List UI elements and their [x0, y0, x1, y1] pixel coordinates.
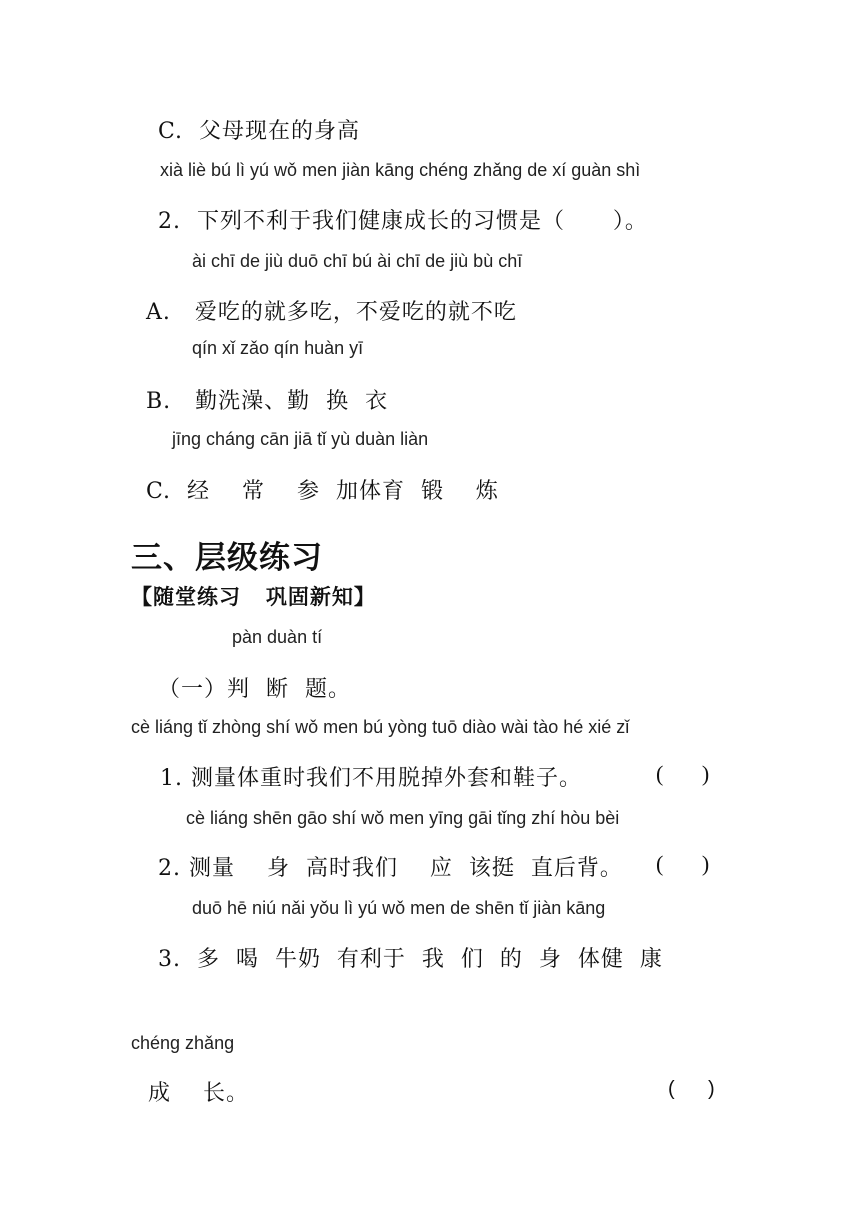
option-b: B. 勤洗澡、勤 换 衣: [146, 389, 389, 414]
pinyin-option-b: qín xǐ zǎo qín huàn yī: [192, 338, 364, 358]
judge-title: （一）判 断 题。: [158, 677, 351, 702]
answer-blank-3: ( ): [668, 1078, 715, 1100]
pinyin-question-2: xià liè bú lì yú wǒ men jiàn kāng chéng zhǎng de xí guàn shì: [160, 160, 641, 180]
judge-item-3-continued: 成 长。: [148, 1081, 249, 1106]
question-2: 2. 下列不利于我们健康成长的习惯是（ ）。: [158, 209, 648, 234]
answer-blank-1: ( ): [656, 761, 710, 786]
section-title: 三、层级练习: [131, 540, 323, 576]
answer-blank-2: ( ): [656, 851, 710, 876]
pinyin-option-c: jīng cháng cān jiā tǐ yù duàn liàn: [172, 429, 429, 449]
judge-item-3: 3. 多 喝 牛奶 有利于 我 们 的 身 体健 康: [158, 947, 663, 972]
subsection-title: 【随堂练习 巩固新知】: [131, 584, 376, 609]
pinyin-judge-title: pàn duàn tí: [232, 627, 323, 647]
option-a: A. 爱吃的就多吃，不爱吃的就不吃: [146, 300, 517, 325]
option-c-previous: C. 父母现在的身高: [158, 119, 361, 144]
option-c: C. 经 常 参 加体育 锻 炼: [146, 479, 499, 504]
pinyin-judge-3: duō hē niú nǎi yǒu lì yú wǒ men de shēn tǐ jiàn kāng: [192, 898, 606, 918]
pinyin-judge-2: cè liáng shēn gāo shí wǒ men yīng gāi tǐng zhí hòu bèi: [186, 808, 620, 828]
pinyin-judge-1: cè liáng tǐ zhòng shí wǒ men bú yòng tuō diào wài tào hé xié zǐ: [131, 717, 630, 737]
judge-item-2: 2. 测量 身 高时我们 应 该挺 直后背。: [158, 856, 623, 881]
pinyin-option-a: ài chī de jiù duō chī bú ài chī de jiù bù chī: [192, 251, 523, 271]
judge-item-1: 1. 测量体重时我们不用脱掉外套和鞋子。: [160, 766, 582, 791]
pinyin-judge-3-continued: chéng zhǎng: [131, 1033, 235, 1053]
